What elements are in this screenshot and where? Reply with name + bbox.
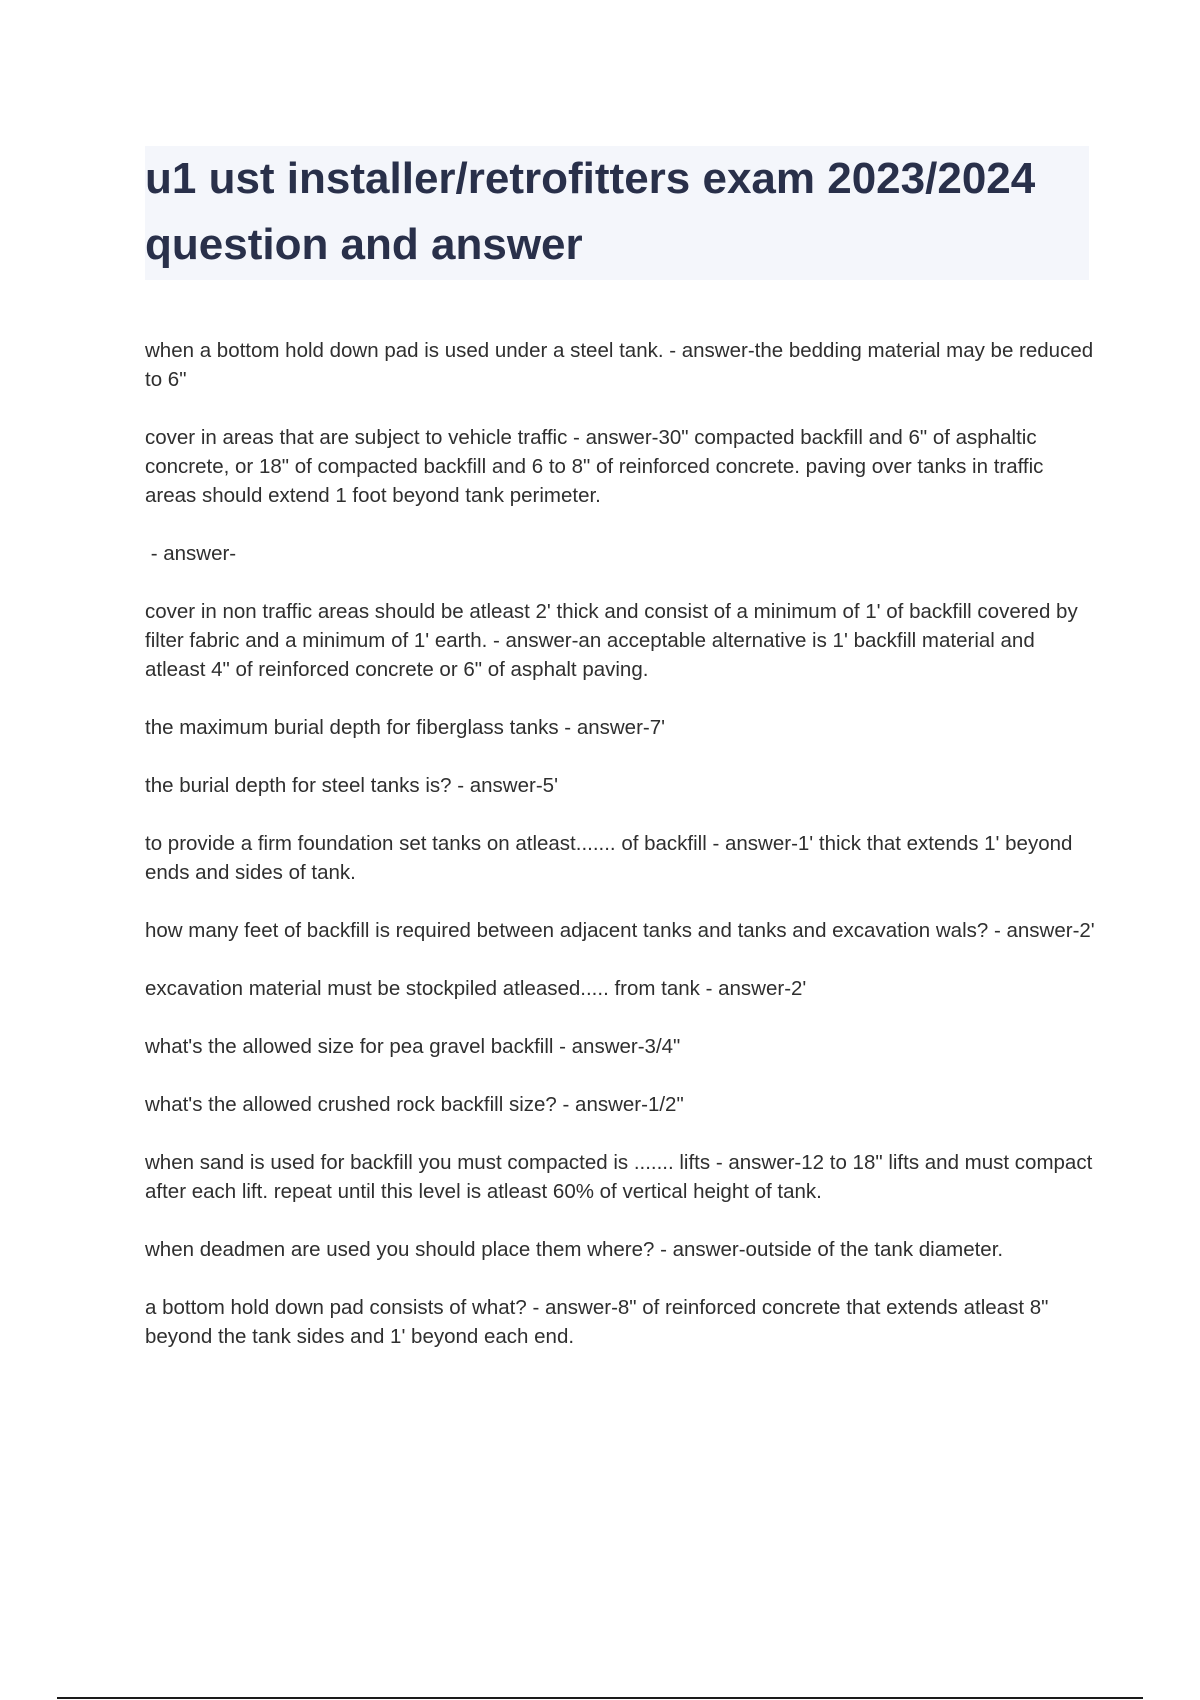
qa-item: when sand is used for backfill you must compacted is ....... lifts - answer-12 to 18" lifts and must compact after each lift. repeat until this level is atleast 60% of vertical height of tank. — [145, 1151, 1093, 1203]
qa-item: cover in non traffic areas should be atleast 2' thick and consist of a minimum of 1' of backfill covered by filter fabric and a minimum of 1' earth. - answer-an acceptable alternative is 1' backfill material and atleast 4" of reinforced concrete or 6" of asphalt paving. — [145, 600, 1078, 681]
page-bottom-divider — [57, 1697, 1143, 1699]
qa-item: what's the allowed crushed rock backfill size? - answer-1/2" — [145, 1093, 684, 1116]
qa-item: how many feet of backfill is required between adjacent tanks and tanks and excavation wals? - answer-2' — [145, 919, 1095, 942]
qa-item: what's the allowed size for pea gravel backfill - answer-3/4" — [145, 1035, 681, 1058]
document-title: u1 ust installer/retrofitters exam 2023/2024 question and answer — [145, 154, 1036, 269]
qa-item: - answer- — [145, 542, 237, 565]
qa-item: excavation material must be stockpiled atleased..... from tank - answer-2' — [145, 977, 807, 1000]
qa-item: the burial depth for steel tanks is? - answer-5' — [145, 774, 558, 797]
qa-item: the maximum burial depth for fiberglass tanks - answer-7' — [145, 716, 666, 739]
qa-item: cover in areas that are subject to vehicle traffic - answer-30" compacted backfill and 6" of asphaltic concrete, or 18" of compacted backfill and 6 to 8" of reinforced concrete. paving over tanks in traffic areas should extend 1 foot beyond tank perimeter. — [145, 426, 1044, 507]
qa-item: to provide a firm foundation set tanks on atleast....... of backfill - answer-1' thick that extends 1' beyond ends and sides of tank. — [145, 832, 1073, 884]
qa-list — [145, 336, 1095, 1380]
qa-item: a bottom hold down pad consists of what? - answer-8" of reinforced concrete that extends atleast 8" beyond the tank sides and 1' beyond each end. — [145, 1296, 1049, 1348]
qa-item: when deadmen are used you should place them where? - answer-outside of the tank diameter. — [145, 1238, 1004, 1261]
title-banner — [145, 146, 1089, 280]
qa-item: when a bottom hold down pad is used under a steel tank. - answer-the bedding material may be reduced to 6" — [145, 339, 1094, 391]
